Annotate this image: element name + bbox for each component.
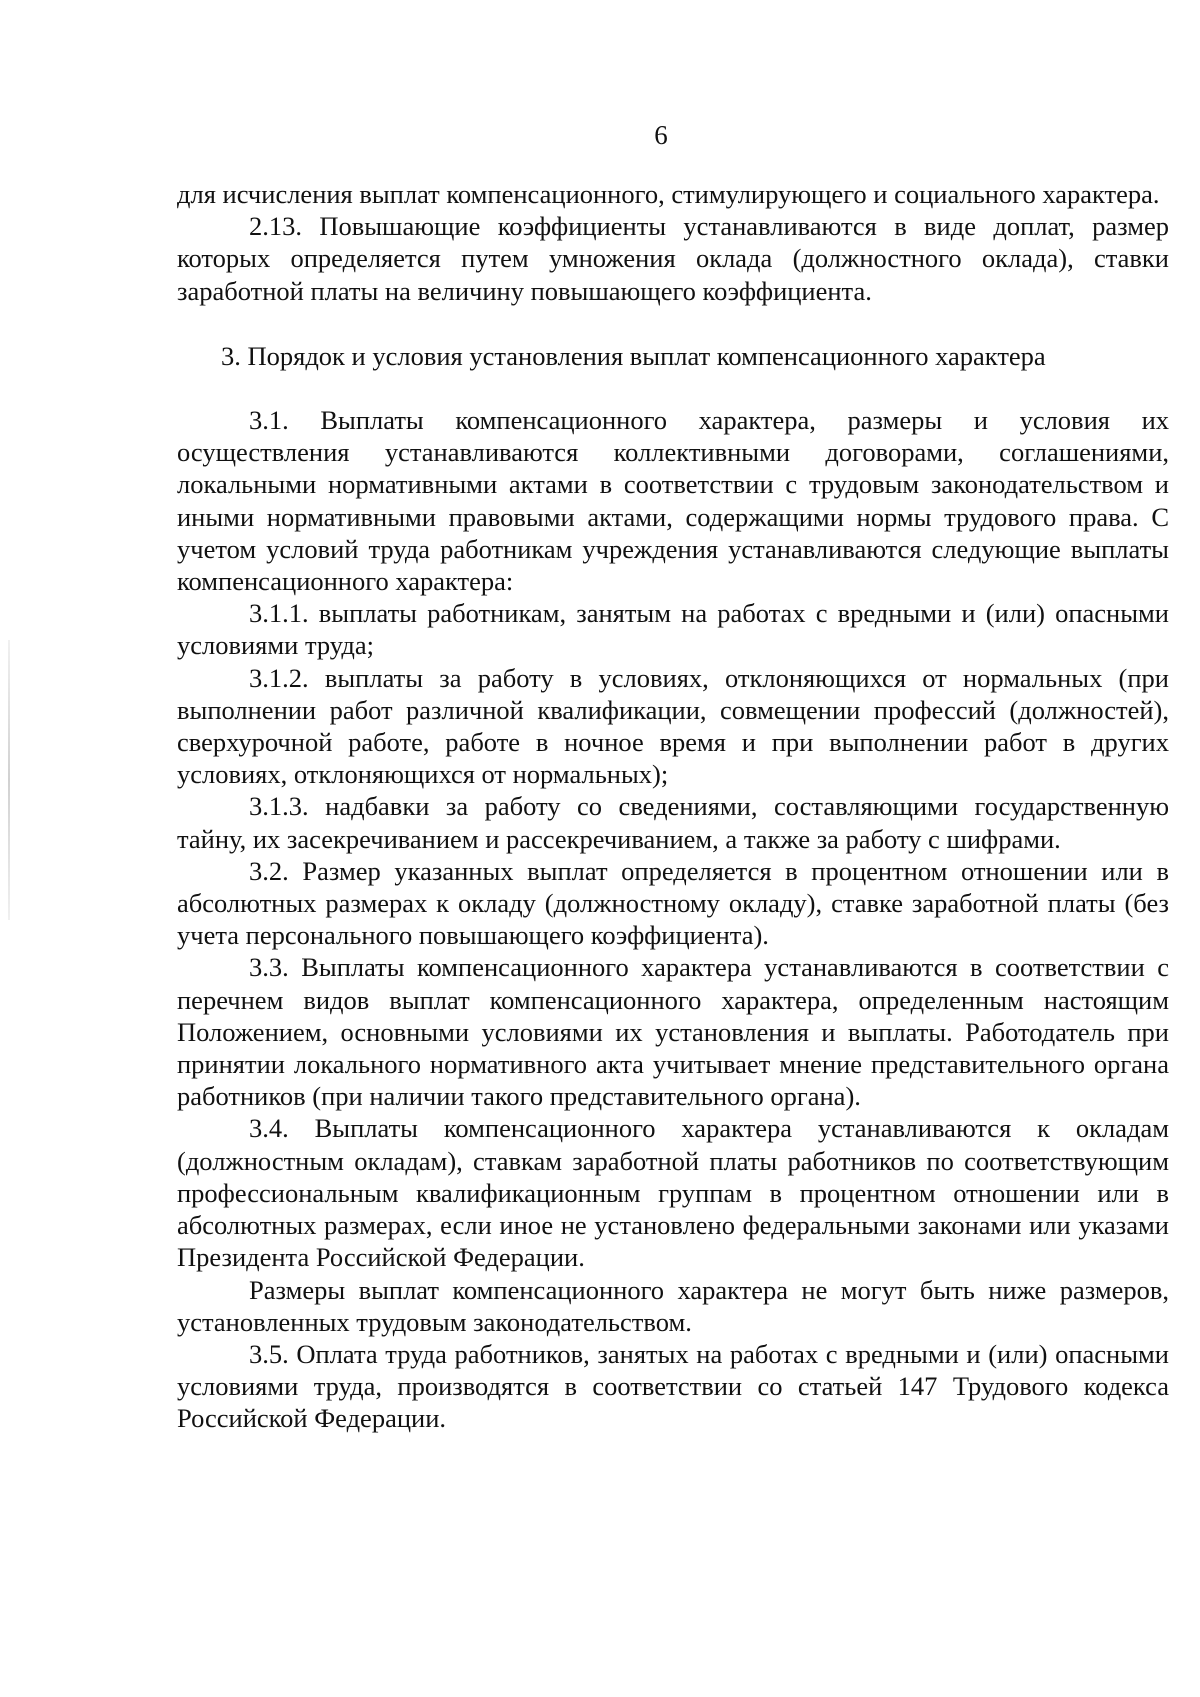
document-body bbox=[177, 178, 1169, 1435]
paragraph-3-5: 3.5. Оплата труда работников, занятых на работах с вредными и (или) опасными условиями труда, производятся в соответствии со статьей 147 Трудового кодекса Российской Федерации. bbox=[177, 1338, 1169, 1434]
paragraph-continuation: для исчисления выплат компенсационного, стимулирующего и социального характера. bbox=[177, 179, 1160, 209]
paragraph-3-2: 3.2. Размер указанных выплат определяется в процентном отношении или в абсолютных размерах к окладу (должностному окладу), ставке заработной платы (без учета персонального повышающего коэффициента). bbox=[177, 855, 1169, 951]
paragraph-3-1-2: 3.1.2. выплаты за работу в условиях, отклоняющихся от нормальных (при выполнении работ различной квалификации, совмещении профессий (должностей), сверхурочной работе, работе в ночное время и при выполнении работ в других условиях, отклоняющихся от нормальных); bbox=[177, 662, 1169, 790]
page-number: 6 bbox=[654, 120, 668, 150]
section-heading-3: 3. Порядок и условия установления выплат компенсационного характера bbox=[221, 340, 1046, 371]
paragraph-3-4: 3.4. Выплаты компенсационного характера устанавливаются к окладам (должностным окладам), ставкам заработной платы работников по соответствующим профессиональным квалификационным группам в процентном отношении или в абсолютных размерах, если иное не установлено федеральными законами или указами Президента Российской Федерации. bbox=[177, 1113, 1169, 1273]
paragraph-3-1-3: 3.1.3. надбавки за работу со сведениями, составляющими государственную тайну, их засекречиванием и рассекречиванием, а также за работу с шифрами. bbox=[177, 791, 1169, 854]
paragraph-3-1: 3.1. Выплаты компенсационного характера, размеры и условия их осуществления устанавливаются коллективными договорами, соглашениями, локальными нормативными актами в соответствии с трудовым законодательством и иными нормативными правовыми актами, содержащими нормы трудового права. С учетом условий труда работникам учреждения устанавливаются следующие выплаты компенсационного характера: bbox=[177, 405, 1169, 597]
paragraph-2-13: 2.13. Повышающие коэффициенты устанавливаются в виде доплат, размер которых определяется путем умножения оклада (должностного оклада), ставки заработной платы на величину повышающего коэффициента. bbox=[177, 211, 1169, 306]
paragraph-3-3: 3.3. Выплаты компенсационного характера устанавливаются в соответствии с перечнем видов выплат компенсационного характера, определенным настоящим Положением, основными условиями их установления и выплаты. Работодатель при принятии локального нормативного акта учитывает мнение представительного органа работников (при наличии такого представительного органа). bbox=[177, 952, 1169, 1112]
paragraph-3-4-sizes: Размеры выплат компенсационного характера не могут быть ниже размеров, установленных трудовым законодательством. bbox=[177, 1274, 1169, 1337]
paragraph-3-1-1: 3.1.1. выплаты работникам, занятым на работах с вредными и (или) опасными условиями труда; bbox=[177, 598, 1169, 661]
scan-margin-mark bbox=[8, 640, 10, 920]
